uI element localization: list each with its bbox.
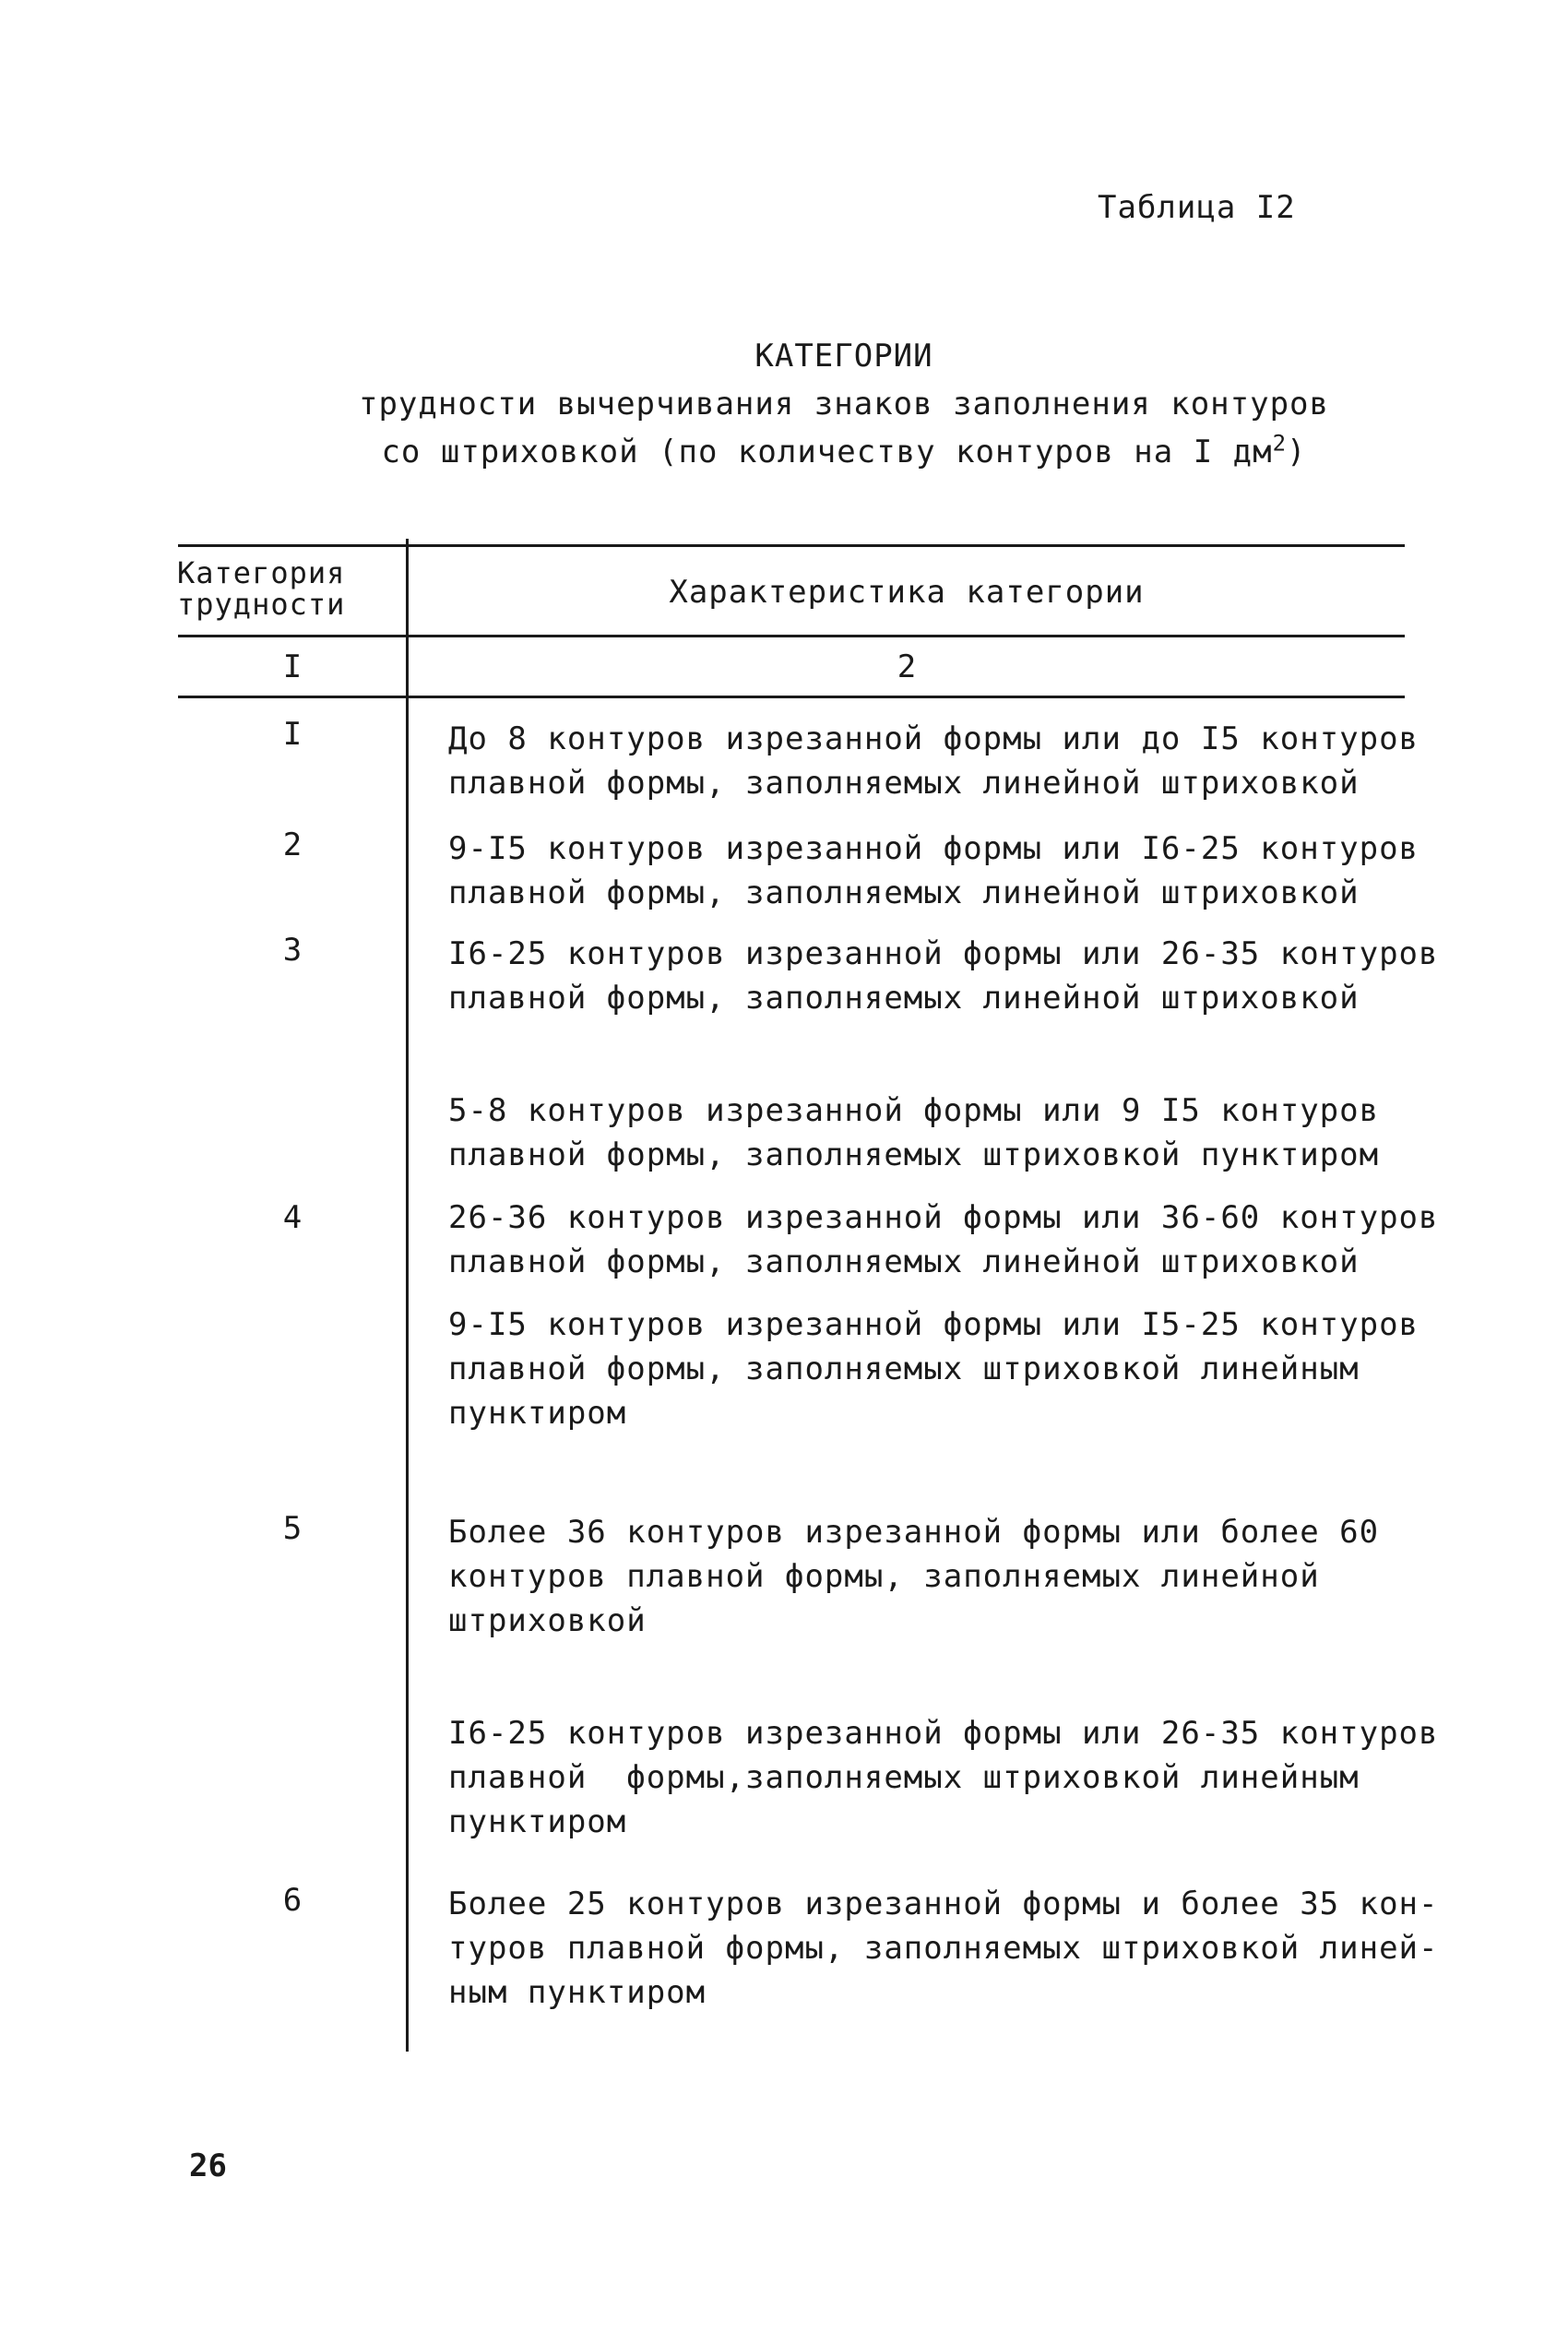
description-line: контуров плавной формы, заполняемых линейной bbox=[448, 1558, 1320, 1595]
row-description bbox=[448, 1882, 1439, 2015]
header-col1-line2: трудности bbox=[177, 587, 346, 622]
description-line: плавной формы, заполняемых линейной штриховкой bbox=[448, 874, 1360, 911]
row-description bbox=[448, 932, 1439, 1020]
header-col1-line1: Категория bbox=[177, 555, 346, 590]
description-line: штриховкой bbox=[448, 1602, 647, 1639]
description-line: ным пунктиром bbox=[448, 1974, 707, 2011]
description-line: 26-36 контуров изрезанной формы или 36-60 контуров bbox=[448, 1199, 1439, 1236]
description-line: Более 36 контуров изрезанной формы или более 60 bbox=[448, 1514, 1380, 1551]
heading-subtitle-text: со штриховкой (по количеству контуров на I дм bbox=[381, 434, 1273, 470]
heading-title: КАТЕГОРИИ bbox=[754, 338, 933, 375]
heading-subtitle-line-1: трудности вычерчивания знаков заполнения контуров bbox=[358, 386, 1330, 422]
row-description bbox=[448, 1196, 1439, 1284]
table-column-divider bbox=[406, 539, 409, 2052]
description-line: плавной формы,заполняемых штриховкой линейным bbox=[448, 1759, 1360, 1796]
table-number-label: Таблица I2 bbox=[1098, 189, 1296, 226]
header-category-characteristic: Характеристика категории bbox=[669, 574, 1145, 611]
page-number: 26 bbox=[189, 2148, 227, 2184]
table-heading bbox=[0, 332, 1568, 476]
header-difficulty-category bbox=[177, 557, 398, 620]
description-line: До 8 контуров изрезанной формы или до I5 контуров bbox=[448, 720, 1420, 757]
row-category: 3 bbox=[282, 932, 303, 969]
table-numbering-rule bbox=[178, 696, 1405, 698]
row-description bbox=[448, 1510, 1417, 1643]
row-category: 6 bbox=[282, 1882, 303, 1919]
column-number-1: I bbox=[282, 648, 303, 685]
description-line: I6-25 контуров изрезанной формы или 26-35 контуров bbox=[448, 1715, 1439, 1752]
table-top-rule bbox=[178, 544, 1405, 547]
table-header-rule bbox=[178, 635, 1405, 637]
description-line: плавной формы, заполняемых штриховкой линейным bbox=[448, 1350, 1360, 1387]
description-line: Более 25 контуров изрезанной формы и более 35 кон- bbox=[448, 1886, 1439, 1922]
heading-superscript: 2 bbox=[1272, 430, 1288, 457]
description-line: пунктиром bbox=[448, 1803, 627, 1840]
row-description bbox=[448, 1089, 1417, 1177]
heading-subtitle-end: ) bbox=[1287, 434, 1307, 470]
row-description bbox=[448, 717, 1420, 805]
row-description bbox=[448, 827, 1420, 915]
description-line: 9-I5 контуров изрезанной формы или I6-25 контуров bbox=[448, 830, 1420, 867]
column-number-2: 2 bbox=[897, 648, 917, 685]
heading-subtitle-line-2 bbox=[0, 428, 1568, 476]
description-line: плавной формы, заполняемых линейной штриховкой bbox=[448, 1243, 1360, 1280]
row-description bbox=[448, 1303, 1420, 1435]
row-category: 2 bbox=[282, 827, 303, 863]
row-category: 5 bbox=[282, 1510, 303, 1547]
description-line: плавной формы, заполняемых штриховкой пунктиром bbox=[448, 1136, 1380, 1173]
description-line: I6-25 контуров изрезанной формы или 26-35 контуров bbox=[448, 935, 1439, 972]
description-line: пунктиром bbox=[448, 1395, 627, 1432]
description-line: 5-8 контуров изрезанной формы или 9 I5 контуров bbox=[448, 1092, 1380, 1129]
row-description bbox=[448, 1711, 1439, 1844]
row-category: I bbox=[282, 716, 303, 753]
description-line: плавной формы, заполняемых линейной штриховкой bbox=[448, 765, 1360, 802]
row-category: 4 bbox=[282, 1199, 303, 1236]
description-line: плавной формы, заполняемых линейной штриховкой bbox=[448, 980, 1360, 1017]
description-line: туров плавной формы, заполняемых штриховкой линей- bbox=[448, 1930, 1439, 1967]
description-line: 9-I5 контуров изрезанной формы или I5-25 контуров bbox=[448, 1306, 1420, 1343]
